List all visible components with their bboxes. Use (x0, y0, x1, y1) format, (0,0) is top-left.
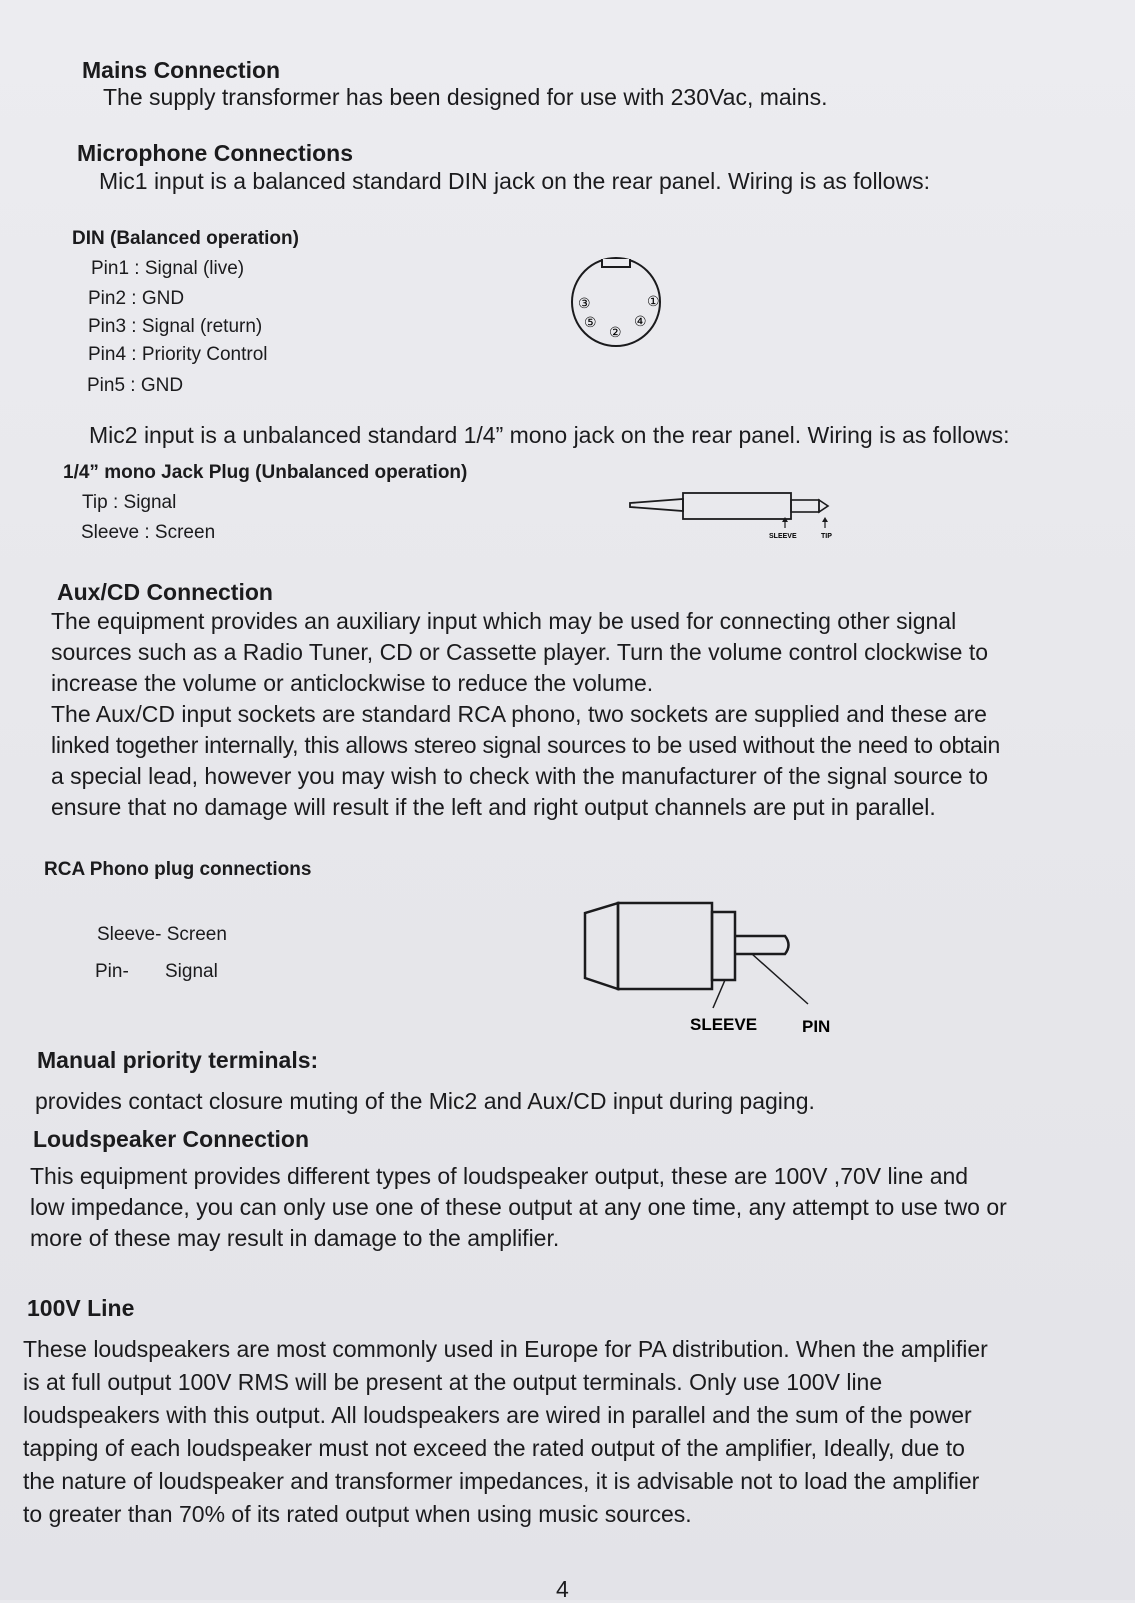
jack-heading: 1/4” mono Jack Plug (Unbalanced operation) (63, 462, 468, 483)
loudspeaker-line: low impedance, you can only use one of these output at any one time, any attempt to use two or (30, 1194, 1007, 1220)
aux-line: The Aux/CD input sockets are standard RCA phono, two sockets are supplied and these are (51, 701, 987, 727)
loudspeaker-line: more of these may result in damage to the amplifier. (30, 1225, 560, 1251)
aux-paragraph (51, 606, 1000, 823)
page-number: 4 (556, 1576, 569, 1602)
din-label-4: ④ (634, 313, 647, 329)
line100-line: the nature of loudspeaker and transformer impedances, it is advisable not to load the amplifier (23, 1468, 980, 1494)
jack-pin-sleeve: Sleeve : Screen (81, 522, 216, 543)
line100-line: loudspeakers with this output. All loudspeakers are wired in parallel and the sum of the power (23, 1402, 972, 1428)
din-pin-3: Pin3 : Signal (return) (88, 316, 263, 337)
rca-pin-value: Signal (165, 961, 218, 982)
rca-plug-diagram (580, 900, 850, 1040)
line100-paragraph (23, 1333, 988, 1531)
rca-sleeve-text: Sleeve- Screen (97, 924, 227, 945)
din-pin-1: Pin1 : Signal (live) (91, 258, 245, 279)
din-heading: DIN (Balanced operation) (72, 228, 299, 249)
din-label-5: ⑤ (584, 314, 597, 330)
aux-line: sources such as a Radio Tuner, CD or Cassette player. Turn the volume control clockwise to (51, 639, 989, 665)
priority-text: provides contact closure muting of the Mic2 and Aux/CD input during paging. (35, 1088, 815, 1114)
rca-label-pin: PIN (802, 1017, 831, 1036)
line100-heading: 100V Line (27, 1295, 135, 1321)
din-connector-diagram (560, 255, 670, 350)
rca-pin-label: Pin- (95, 961, 129, 982)
line100-line: These loudspeakers are most commonly used in Europe for PA distribution. When the amplifier (23, 1336, 988, 1362)
din-pin-4: Pin4 : Priority Control (88, 344, 268, 365)
rca-label-sleeve: SLEEVE (690, 1015, 758, 1034)
din-label-2: ② (609, 324, 622, 340)
microphone-text: Mic1 input is a balanced standard DIN jack on the rear panel. Wiring is as follows: (99, 168, 930, 194)
mains-text: The supply transformer has been designed for use with 230Vac, mains. (103, 84, 828, 110)
mains-heading: Mains Connection (82, 57, 281, 83)
aux-heading: Aux/CD Connection (57, 579, 273, 605)
din-pin-2: Pin2 : GND (88, 288, 185, 309)
priority-heading: Manual priority terminals: (37, 1047, 319, 1073)
loudspeaker-paragraph (30, 1161, 1007, 1254)
din-label-3: ③ (578, 295, 591, 311)
mic2-text: Mic2 input is a unbalanced standard 1/4” mono jack on the rear panel. Wiring is as follows: (89, 422, 1010, 448)
jack-label-sleeve: SLEEVE (769, 533, 797, 540)
aux-line: increase the volume or anticlockwise to reduce the volume. (51, 670, 654, 696)
din-pin-5: Pin5 : GND (87, 375, 184, 396)
mono-jack-diagram (625, 490, 845, 546)
line100-line: tapping of each loudspeaker must not exceed the rated output of the amplifier, Ideally, due to (23, 1435, 965, 1461)
rca-heading: RCA Phono plug connections (44, 859, 312, 880)
jack-pin-tip: Tip : Signal (82, 492, 177, 513)
aux-line: a special lead, however you may wish to check with the manufacturer of the signal source to (51, 763, 989, 789)
aux-line: The equipment provides an auxiliary input which may be used for connecting other signal (51, 608, 957, 634)
line100-line: is at full output 100V RMS will be present at the output terminals. Only use 100V line (23, 1369, 883, 1395)
aux-line: ensure that no damage will result if the left and right output channels are put in parallel. (51, 794, 936, 820)
microphone-heading: Microphone Connections (77, 140, 353, 166)
loudspeaker-line: This equipment provides different types of loudspeaker output, these are 100V ,70V line and (30, 1163, 969, 1189)
din-label-1: ① (647, 293, 660, 309)
loudspeaker-heading: Loudspeaker Connection (33, 1126, 310, 1152)
aux-line: linked together internally, this allows stereo signal sources to be used without the need to obtain (51, 732, 1001, 758)
jack-label-tip: TIP (821, 533, 832, 540)
line100-line: to greater than 70% of its rated output when using music sources. (23, 1501, 692, 1527)
